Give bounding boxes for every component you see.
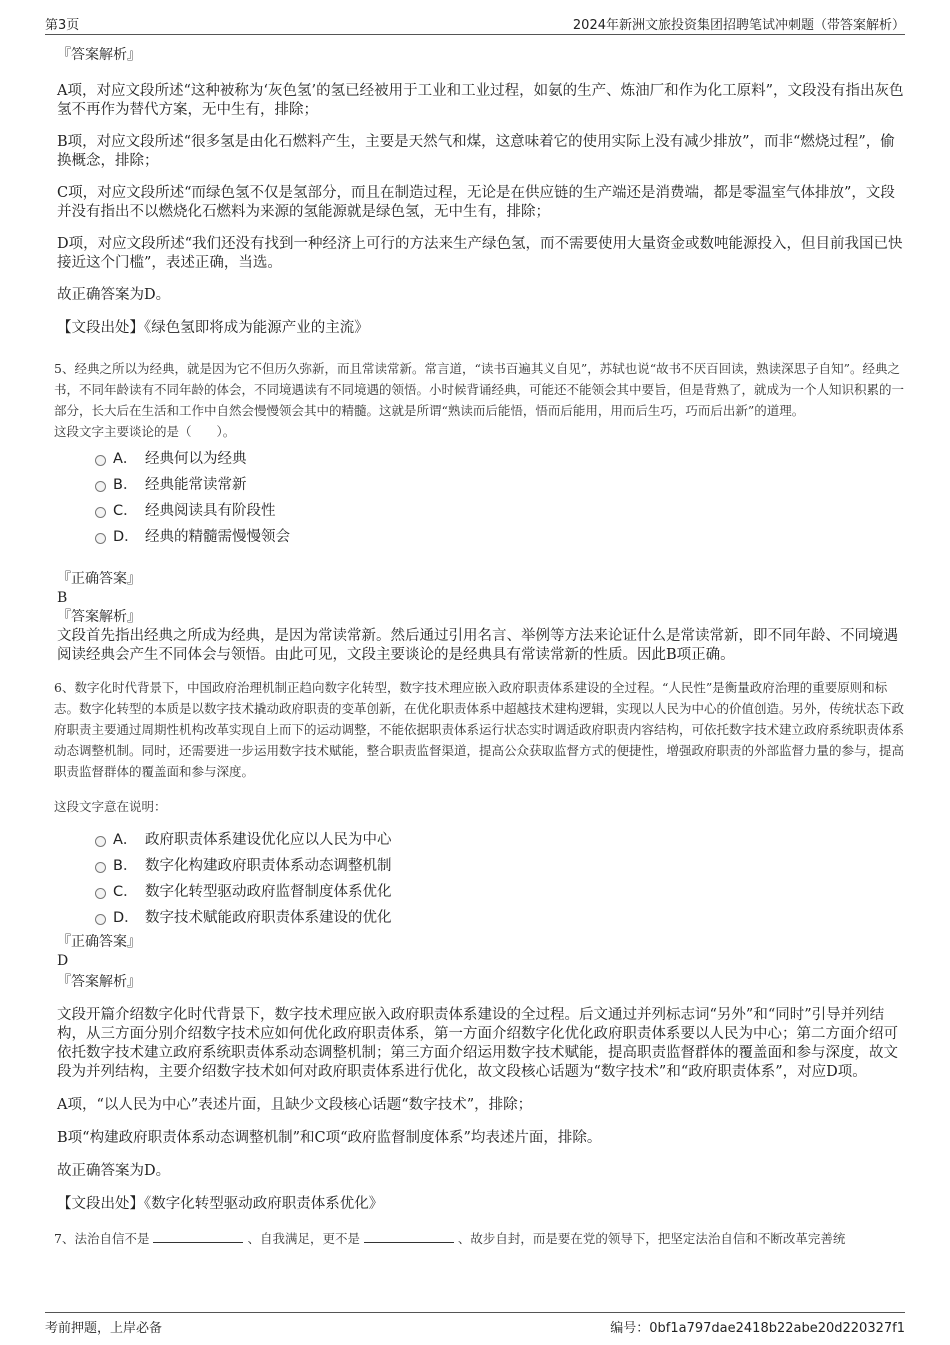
radio-icon[interactable] <box>95 455 106 466</box>
option-a[interactable] <box>95 827 905 853</box>
conclusion: 故正确答案为D。 <box>57 1163 171 1179</box>
analysis-tag: 『答案解析』 <box>57 47 141 63</box>
option-d[interactable] <box>95 524 905 550</box>
radio-icon[interactable] <box>95 481 106 492</box>
option-label: C． <box>113 884 138 900</box>
question-5-prompt: 这段文字主要谈论的是（ ）。 <box>54 424 236 439</box>
option-c[interactable] <box>95 498 905 524</box>
analysis-a: A项，对应文段所述“这种被称为‘灰色氢’的氢已经被用于工业和工业过程，如氨的生产、炼油厂和作为化工原料”，文段没有指出灰色氢不再作为替代方案，无中生有，排除； <box>57 83 904 118</box>
answer-tag: 『正确答案』 <box>57 571 141 587</box>
radio-icon[interactable] <box>95 888 106 899</box>
option-d[interactable] <box>95 905 905 931</box>
option-label: C． <box>113 503 138 519</box>
analysis-tag: 『答案解析』 <box>57 974 141 990</box>
analysis-a: A项，“以人民为中心”表述片面，且缺少文段核心话题“数字技术”，排除； <box>57 1097 533 1113</box>
answer-value: B <box>57 590 68 606</box>
option-b[interactable] <box>95 853 905 879</box>
analysis-tag: 『答案解析』 <box>57 609 141 625</box>
page-footer <box>45 1312 905 1335</box>
analysis-c: C项，对应文段所述“而绿色氢不仅是氢部分，而且在制造过程，无论是在供应链的生产端还是消费端，都是零温室气体排放”，文段并没有指出不以燃烧化石燃料为来源的氢能源就是绿色氢，无中生有，排除； <box>57 185 895 220</box>
option-text: 经典何以为经典 <box>145 451 247 467</box>
question-7-stem <box>54 1228 905 1249</box>
option-text: 数字化构建政府职责体系动态调整机制 <box>145 858 392 874</box>
question-5-options <box>45 446 905 550</box>
option-label: D． <box>113 529 139 545</box>
radio-icon[interactable] <box>95 507 106 518</box>
question-7-part2: 、自我满足，更不是 <box>247 1231 360 1246</box>
fill-blank-1[interactable] <box>153 1230 243 1243</box>
analysis-b: B项，对应文段所述“很多氢是由化石燃料产生，主要是天然气和煤，这意味着它的使用实际上没有减少排放”，而非“燃烧过程”，偷换概念，排除； <box>57 134 895 169</box>
option-label: A． <box>113 451 138 467</box>
option-text: 数字化转型驱动政府监督制度体系优化 <box>145 884 392 900</box>
document-title: 2024年新洲文旅投资集团招聘笔试冲刺题（带答案解析） <box>572 18 905 33</box>
analysis-d: D项，对应文段所述“我们还没有找到一种经济上可行的方法来生产绿色氢，而不需要使用大量资金或数吨能源投入，但目前我国已快接近这个门槛”，表述正确，当选。 <box>57 236 903 271</box>
radio-icon[interactable] <box>95 533 106 544</box>
option-c[interactable] <box>95 879 905 905</box>
radio-icon[interactable] <box>95 836 106 847</box>
question-7-part1: 7、法治自信不是 <box>54 1231 150 1246</box>
document-code: 编号：0bf1a797dae2418b22abe20d220327f1 <box>610 1321 905 1336</box>
answer-value: D <box>57 953 69 969</box>
option-label: B． <box>113 858 138 874</box>
answer-tag: 『正确答案』 <box>57 934 141 950</box>
footer-slogan: 考前押题，上岸必备 <box>45 1321 163 1336</box>
question-5-stem: 5、经典之所以为经典，就是因为它不但历久弥新，而且常读常新。常言道，“读书百遍其义自见”，苏轼也说“故书不厌百回读，熟读深思子自知”。经典之书，不同年龄读有不同年龄的体会，不同境遇读有不同境遇的领悟。小时候背诵经典，可能还不能领会其中要旨，但是背熟了，就成为一个人知识积累的一部分，长大后在生活和工作中自然会慢慢领会其中的精髓。这就是所谓“熟读而后能悟，悟而后能用，用而后生巧，巧而后出新”的道理。 <box>54 361 905 418</box>
radio-icon[interactable] <box>95 914 106 925</box>
option-label: B． <box>113 477 138 493</box>
question-6-prompt: 这段文字意在说明： <box>54 799 167 814</box>
source: 【文段出处】《数字化转型驱动政府职责体系优化》 <box>57 1196 384 1212</box>
option-label: A． <box>113 832 138 848</box>
page-number: 第3页 <box>45 18 80 33</box>
question-5-analysis: 文段首先指出经典之所成为经典，是因为常读常新。然后通过引用名言、举例等方法来论证什么是常读常新，即不同年龄、不同境遇阅读经典会产生不同体会与领悟。由此可见，文段主要谈论的是经典具有常读常新的性质。因此B项正确。 <box>57 628 898 663</box>
option-a[interactable] <box>95 446 905 472</box>
conclusion: 故正确答案为D。 <box>57 287 171 303</box>
question-7-part3: 、故步自封，而是要在党的领导下，把坚定法治自信和不断改革完善统 <box>457 1231 846 1246</box>
question-6-stem: 6、数字化时代背景下，中国政府治理机制正趋向数字化转型，数字技术理应嵌入政府职责体系建设的全过程。“人民性”是衡量政府治理的重要原则和标志。数字化转型的本质是以数字技术撬动政府职责的变革创新，在优化职责体系中超越技术建构逻辑，实现以人民为中心的价值创造。另外，传统状态下政府职责主要通过周期性机构改革实现自上而下的运动调整，不能依据职责体系运行状态实时调适政府职责内容结构，可依托数字技术建立政府系统职责体系动态调整机制。同时，还需要进一步运用数字技术赋能，整合职责监督渠道，提高公众获取监督方式的便捷性，增强政府职责的外部监督力量的参与，提高职责监督群体的覆盖面和参与深度。 <box>54 680 905 779</box>
option-text: 经典能常读常新 <box>145 477 247 493</box>
option-text: 经典的精髓需慢慢领会 <box>145 529 290 545</box>
analysis-bc: B项“构建政府职责体系动态调整机制”和C项“政府监督制度体系”均表述片面，排除。 <box>57 1130 602 1146</box>
option-text: 政府职责体系建设优化应以人民为中心 <box>145 832 392 848</box>
radio-icon[interactable] <box>95 862 106 873</box>
source: 【文段出处】《绿色氢即将成为能源产业的主流》 <box>57 320 369 336</box>
option-text: 经典阅读具有阶段性 <box>145 503 276 519</box>
option-b[interactable] <box>95 472 905 498</box>
question-6-options <box>45 827 905 931</box>
document-body <box>45 42 905 1249</box>
page-header <box>45 14 905 35</box>
fill-blank-2[interactable] <box>364 1230 454 1243</box>
option-label: D． <box>113 910 139 926</box>
option-text: 数字技术赋能政府职责体系建设的优化 <box>145 910 392 926</box>
question-6-analysis: 文段开篇介绍数字化时代背景下，数字技术理应嵌入政府职责体系建设的全过程。后文通过并列标志词“另外”和“同时”引导并列结构，从三方面分别介绍数字技术应如何优化政府职责体系，第一方面介绍数字化优化政府职责体系要以人民为中心；第二方面介绍可依托数字技术建立政府系统职责体系动态调整机制；第三方面介绍运用数字技术赋能，提高职责监督群体的覆盖面和参与深度，故文段为并列结构，主要介绍数字技术如何对政府职责体系进行优化，故文段核心话题为“数字技术”和“政府职责体系”，对应D项。 <box>57 1007 898 1080</box>
